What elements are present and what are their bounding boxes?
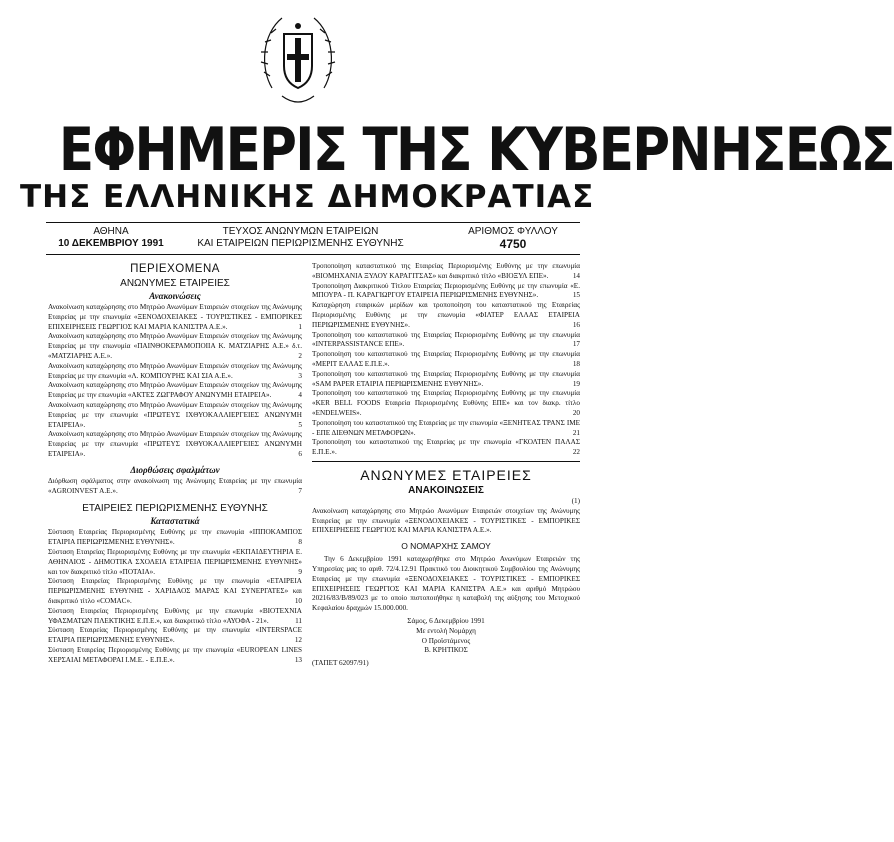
toc-entry-page: 7	[298, 486, 302, 495]
toc-entry[interactable]	[48, 430, 302, 459]
toc-entry[interactable]	[48, 607, 302, 627]
toc-entry[interactable]	[48, 381, 302, 401]
toc-entry[interactable]	[48, 332, 302, 361]
toc-entry-text: Τροποποίηση καταστατικού της Εταιρείας Περιορισμένης Ευθύνης με την επωνυμία «ΒΙΟΜΗΧΑΝΙΑ ΞΥΛΟΥ ΚΑΡΑΓΙΤΣΑΣ» και διακριτικό τίτλο «ΒΙΟΞΥΛ ΕΠΕ».	[312, 262, 580, 280]
coat-of-arms-emblem	[258, 4, 338, 116]
header-date-block	[56, 226, 166, 250]
toc-list-statutes	[48, 528, 302, 665]
toc-entry-text: Τροποποίηση του καταστατικού της Εταιρείας με την επωνυμία «ΞΕΝΗΤΕΑΣ ΤΡΑΝΣ ΙΜΕ - ΕΠΕ ΔΙΕΘΝΩΝ ΜΕΤΑΦΟΡΩΝ».	[312, 418, 580, 437]
toc-entry[interactable]	[312, 438, 580, 458]
toc-entry-page: 16	[572, 320, 580, 329]
place-date: Σάμος, 6 Δεκεμβρίου 1991	[407, 616, 485, 625]
masthead-subtitle: ΤΗΣ ΕΛΛΗΝΙΚΗΣ ΔΗΜΟΚΡΑΤΙΑΣ	[20, 179, 595, 215]
toc-entry[interactable]	[48, 577, 302, 606]
header-date: 10 ΔΕΚΕΜΒΡΙΟΥ 1991	[58, 238, 164, 249]
toc-entry[interactable]	[48, 646, 302, 666]
toc-entry[interactable]	[312, 301, 580, 330]
toc-entry-page: 20	[572, 408, 580, 417]
toc-entry-page: 5	[298, 420, 302, 429]
section-divider	[312, 461, 580, 462]
authority-heading: Ο ΝΟΜΑΡΧΗΣ ΣΑΜΟΥ	[401, 541, 491, 552]
toc-entry-text: Σύσταση Εταιρείας Περιορισμένης Ευθύνης με την επωνυμία «ΕΚΠΑΙΔΕΥΤΗΡΙΑ Ε. ΑΘΗΝΑΙΟΣ - ΔΗΜΟΤΙΚΑ ΣΧΟΛΕΙΑ ΕΤΑΙΡΕΙΑ ΠΕΡΙΩΡΙΣΜΕΝΗΣ ΕΥΘΥΝΗΣ» και τον διακριτικό τίτλο «ΠΟΤΑΙΑ».	[48, 547, 302, 576]
toc-entry-text: Ανακοίνωση καταχώρησης στο Μητρώο Ανωνύμων Εταιρειών στοιχείων της Ανώνυμης Εταιρείας με την επωνυμία «ΠΡΩΤΕΥΣ ΙΧΘΥΟΚΑΛΛΙΕΡΓΕΙΕΣ ΑΝΩΝΥΜΗ ΕΤΑΙΡΕΙΑ».	[48, 400, 302, 429]
header-sheet-label: ΑΡΙΘΜΟΣ ΦΥΛΛΟΥ	[468, 226, 558, 237]
announcement-intro: Ανακοίνωση καταχώρησης στο Μητρώο Ανωνύμων Εταιρειών στοιχείων της Ανώνυμης Εταιρείας με την επωνυμία «ΞΕΝΟΔΟΧΕΙΑΚΕΣ - ΤΟΥΡΙΣΤΙΚΕΣ - ΕΜΠΟΡΙΚΕΣ ΕΠΙΧΕΙΡΗΣΕΙΣ ΓΕΩΡΓΙΟΣ ΚΑΙ ΜΑΡΙΑ ΚΑΝΙΣΤΡΑ Α.Ε.».	[312, 506, 580, 535]
toc-entry-text: Ανακοίνωση καταχώρησης στο Μητρώο Ανωνύμων Εταιρειών στοιχείων της Ανώνυμης Εταιρείας με την επωνυμία «ΑΚΤΕΣ ΖΩΓΡΑΦΟΥ ΑΝΩΝΥΜΗ ΕΤΑΙΡΕΙΑ».	[48, 381, 302, 400]
toc-entry-text: Σύσταση Εταιρείας Περιορισμένης Ευθύνης με την επωνυμία «ΒΙΟΤΕΧΝΙΑ ΥΦΑΣΜΑΤΩΝ ΠΛΕΚΤΙΚΗΣ Ε.Π.Ε.», και διακριτικό τίτλο «ΑΥΟΦΑ - 21».	[48, 606, 302, 625]
item-number: (1)	[571, 496, 580, 505]
contents-title: ΠΕΡΙΕΧΟΜΕΝΑ	[130, 263, 220, 275]
subsection-title: ΑΝΑΚΟΙΝΩΣΕΙΣ	[408, 484, 484, 496]
subsection-corrections: Διορθώσεις σφαλμάτων	[130, 464, 220, 475]
header-sheet-block	[458, 226, 568, 250]
toc-entry-page: 6	[298, 449, 302, 458]
toc-entry-text: Σύσταση Εταιρείας Περιορισμένης Ευθύνης με την επωνυμία «ΕΤΑΙΡΕΙΑ ΠΕΡΙΩΡΙΣΜΕΝΗΣ ΕΥΘΥΝΗΣ - ΧΑΡΙΔΑΟΣ ΜΑΡΑΣ ΚΑΙ ΣΥΝΕΡΓΑΤΕΣ» και διακριτικό τίτλο «COMAC».	[48, 577, 302, 605]
toc-entry-page: 10	[294, 596, 302, 605]
toc-entry-text: Καταχώρηση εταιρικών μερίδων και τροποποίηση του καταστατικού της Εταιρείας Περιορισμένης Ευθύνης με την επωνυμία «ΦΙΛΤΕΡ ΕΛΛΑΣ ΕΤΑΙΡΕΙΑ ΠΕΡΙΩΡΙΣΜΕΝΗΣ ΕΥΘΥΝΗΣ».	[312, 301, 580, 329]
subsection-statutes: Καταστατικά	[150, 516, 200, 527]
toc-entry-page: 12	[294, 636, 302, 645]
header-bottom-rule	[46, 254, 580, 255]
toc-list-amendments	[312, 262, 580, 458]
toc-entry[interactable]	[48, 362, 302, 382]
toc-entry-page: 22	[572, 448, 580, 457]
toc-entry-page: 13	[294, 655, 302, 664]
toc-entry-text: Ανακοίνωση καταχώρησης στο Μητρώο Ανωνύμων Εταιρειών στοιχείων της Ανώνυμης Εταιρείας με την επωνυμία «ΠΑΙΝΘΟΚΕΡΑΜΟΠΟΙΙΑ Κ. ΜΑΤΖΙΑΡΗΣ Α.Ε.» δ.τ. «ΜΑΤΖΙΑΡΗΣ Α.Ε.».	[48, 332, 302, 360]
toc-entry[interactable]	[48, 477, 302, 497]
toc-entry-page: 14	[572, 271, 580, 280]
header-issue-block	[178, 226, 423, 250]
section-anonymous-companies: ΑΝΩΝΥΜΕΣ ΕΤΑΙΡΕΙΕΣ	[120, 278, 230, 289]
toc-entry[interactable]	[48, 528, 302, 548]
toc-entry[interactable]	[312, 262, 580, 282]
toc-entry-text: Ανακοίνωση καταχώρησης στο Μητρώο Ανωνύμων Εταιρειών στοιχείων της Ανώνυμης Εταιρείας με την επωνυμία «ΞΕΝΟΔΟΧΕΙΑΚΕΣ - ΤΟΥΡΙΣΤΙΚΕΣ - ΕΜΠΟΡΙΚΕΣ ΕΠΙΧΕΙΡΗΣΕΙΣ ΓΕΩΡΓΙΟΣ ΚΑΙ ΜΑΡΙΑ ΚΑΝΙΣΤΡΑ Α.Ε.».	[48, 303, 302, 331]
toc-entry-page: 11	[295, 616, 302, 625]
toc-entry[interactable]	[312, 419, 580, 439]
toc-entry-text: Σύσταση Εταιρείας Περιορισμένης Ευθύνης με την επωνυμία «ΙΠΠΟΚΑΜΠΟΣ ΕΤΑΙΡΙΑ ΠΕΡΙΩΡΙΣΜΕΝΗΣ ΕΥΘΥΝΗΣ».	[48, 528, 302, 547]
signature-line3: Β. ΚΡΗΤΙΚΟΣ	[424, 646, 468, 655]
contents-column	[48, 262, 302, 666]
toc-entry-text: Ανακοίνωση καταχώρησης στο Μητρώο Ανωνύμων Εταιρειών στοιχείων της Ανώνυμης Εταιρείας με την επωνυμία «ΠΡΩΤΕΥΣ ΙΧΘΥΟΚΑΛΛΙΕΡΓΕΙΕΣ ΑΝΩΝΥΜΗ ΕΤΑΙΡΕΙΑ».	[48, 430, 302, 458]
toc-entry[interactable]	[312, 282, 580, 302]
toc-entry-text: Τροποποίηση Διακριτικού Τίτλου Εταιρείας Περιορισμένης Ευθύνης με την επωνυμία «Ε. ΜΠΟΥΡΑ - Π. ΚΑΡΑΓΙΩΡΓΟΥ ΕΤΑΙΡΕΙΑ ΠΕΡΙΩΡΙΣΜΕΝΗΣ ΕΥΘΥΝΗΣ».	[312, 281, 580, 300]
toc-entry-text: Τροποποίηση του καταστατικού της Εταιρείας με την επωνυμία «ΓΚΟΛΤΕΝ ΠΑΛΑΣ Ε.Π.Ε.».	[312, 438, 580, 457]
toc-entry-text: Τροποποίηση του καταστατικού της Εταιρείας Περιορισμένης Ευθύνης με την επωνυμία «KER BELL FOODS Εταιρεία Περιορισμένης Ευθύνης ΕΠΕ» και τον διακρ. τίτλο «ENDELWEIS».	[312, 389, 580, 417]
header-city: ΑΘΗΝΑ	[93, 226, 129, 237]
header-top-rule	[46, 222, 580, 223]
signature-line2: Ο Προϊστάμενος	[421, 636, 471, 645]
signature-line1: Με εντολή Νομάρχη	[416, 626, 476, 635]
section-limited-companies: ΕΤΑΙΡΕΙΕΣ ΠΕΡΙΩΡΙΣΜΕΝΗΣ ΕΥΘΥΝΗΣ	[82, 503, 268, 515]
toc-entry-text: Σύσταση Εταιρείας Περιορισμένης Ευθύνης με την επωνυμία «EUROPEAN LINES ΧΕΡΣΑΙΑΙ ΜΕΤΑΦΟΡΑΙ Ι.Μ.Ε. - Ε.Π.Ε.».	[48, 645, 302, 664]
toc-entry-page: 19	[572, 379, 580, 388]
header-issue-line2: ΚΑΙ ΕΤΑΙΡΕΙΩΝ ΠΕΡΙΩΡΙΣΜΕΝΗΣ ΕΥΘΥΝΗΣ	[197, 238, 404, 249]
toc-entry[interactable]	[48, 401, 302, 430]
toc-entry[interactable]	[48, 548, 302, 577]
toc-entry-page: 8	[298, 538, 302, 547]
toc-list-announcements	[48, 303, 302, 460]
toc-entry-page: 18	[572, 359, 580, 368]
subsection-announcements: Ανακοινώσεις	[149, 291, 201, 301]
toc-entry[interactable]	[312, 389, 580, 418]
right-column	[312, 262, 580, 669]
reference-code: (ΤΑΠΕΤ 62097/91)	[312, 659, 369, 668]
toc-entry-text: Ανακοίνωση καταχώρησης στο Μητρώο Ανωνύμων Εταιρειών στοιχείων της Ανώνυμης Εταιρείας με την επωνυμία «Λ. ΚΟΜΠΟΥΡΗΣ ΚΑΙ ΣΙΑ Α.Ε.».	[48, 361, 302, 380]
toc-entry-page: 1	[298, 322, 302, 331]
announcement-body: Την 6 Δεκεμβρίου 1991 καταχωρήθηκε στο Μητρώο Ανωνύμων Εταιρειών της Υπηρεσίας μας το αριθ. 72/4.12.91 Πρακτικό του Διοικητικού Συμβουλίου της Ανώνυμης Εταιρείας με την επωνυμία «ΞΕΝΟΔΟΧΕΙΑΚΕΣ - ΤΟΥΡΙΣΤΙΚΕΣ - ΕΜΠΟΡΙΚΕΣ ΕΠΙΧΕΙΡΗΣΕΙΣ ΓΕΩΡΓΙΟΣ ΚΑΙ ΜΑΡΙΑ ΚΑΝΙΣΤΡΑ Α.Ε.» και αριθμό Μητρώου 20216/83/Β/89/023 με το οποίο πιστοποιήθηκε η καταβολή της αύξησης του Μετοχικού Κεφαλαίου δραχμών 15.000.000.	[312, 555, 580, 613]
toc-entry-text: Τροποποίηση του καταστατικού της Εταιρείας Περιορισμένης Ευθύνης με την επωνυμία «ΜΕΡΙΤ ΕΛΛΑΣ Ε.Π.Ε.».	[312, 350, 580, 368]
toc-entry[interactable]	[312, 331, 580, 351]
toc-entry-text: Διόρθωση σφάλματος στην ανακοίνωση της Ανώνυμης Εταιρείας με την επωνυμία «AGROINVEST Α.Ε.».	[48, 476, 302, 495]
toc-entry[interactable]	[48, 303, 302, 332]
toc-entry-text: Σύσταση Εταιρείας Περιορισμένης Ευθύνης με την επωνυμία «INTERSPACE ΕΤΑΙΡΙΑ ΠΕΡΙΩΡΙΣΜΕΝΗΣ ΕΥΘΥΝΗΣ».	[48, 626, 302, 645]
toc-entry[interactable]	[312, 350, 580, 370]
header-sheet-number: 4750	[499, 237, 527, 251]
toc-entry-page: 21	[572, 428, 580, 437]
masthead-title: ΕΦΗΜΕΡΙΣ ΤΗΣ ΚΥΒΕΡΝΗΣΕΩΣ	[58, 115, 894, 185]
toc-entry-page: 2	[298, 351, 302, 360]
toc-entry-text: Τροποποίηση του καταστατικού της Εταιρείας Περιορισμένης Ευθύνης με την επωνυμία «INTERPASSISTANCE ΕΠΕ».	[312, 330, 580, 349]
toc-entry[interactable]	[48, 626, 302, 646]
toc-entry-page: 3	[298, 371, 302, 380]
toc-entry[interactable]	[312, 370, 580, 390]
toc-entry-page: 9	[298, 567, 302, 576]
section-title: ΑΝΩΝΥΜΕΣ ΕΤΑΙΡΕΙΕΣ	[360, 466, 532, 483]
toc-entry-page: 17	[572, 340, 580, 349]
toc-entry-text: Τροποποίηση του καταστατικού της Εταιρείας Περιορισμένης Ευθύνης με την επωνυμία «SAM PAPER ΕΤΑΙΡΙΑ ΠΕΡΙΩΡΙΣΜΕΝΗΣ ΕΥΘΥΝΗΣ».	[312, 369, 580, 388]
toc-entry-page: 4	[298, 391, 302, 400]
toc-entry-page: 15	[572, 291, 580, 300]
header-issue-line1: ΤΕΥΧΟΣ ΑΝΩΝΥΜΩΝ ΕΤΑΙΡΕΙΩΝ	[222, 226, 379, 237]
